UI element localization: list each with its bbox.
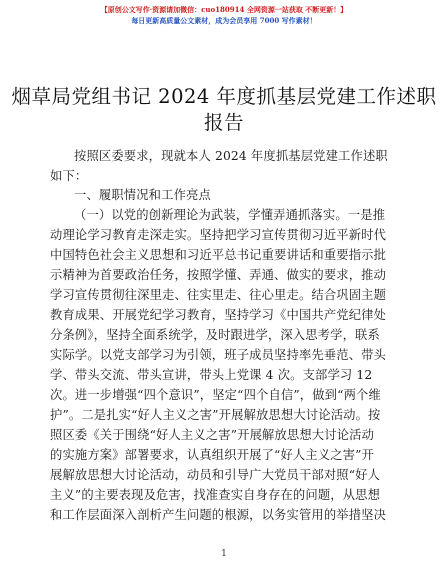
paragraph-line: 示精神为首要政治任务，按照学懂、弄通、做实的要求，推动 bbox=[50, 268, 387, 282]
paragraph-line: 按照区委要求，现就本人 2024 年度抓基层党建工作述职 bbox=[74, 149, 388, 163]
paragraph-line: 的实施方案》部署要求，认真组织开展了“好人主义之害”开 bbox=[50, 448, 375, 462]
paragraph-line: 次。进一步增强“四个意识”，坚定“四个自信”，做到“两个维 bbox=[50, 388, 381, 402]
paragraph-line: 实际学。以党支部学习为引领，班子成员坚持率先垂范、带头 bbox=[50, 348, 387, 362]
paragraph-line: （一）以党的创新理论为武装，学懂弄通抓落实。一是推 bbox=[74, 208, 386, 222]
paragraph-line: 教育成果、开展党纪学习教育，坚持学习《中国共产党纪律处 bbox=[50, 308, 387, 322]
section-heading: 一、履职情况和工作亮点 bbox=[74, 188, 211, 202]
paragraph-line: 学、带头交流、带头宣讲，带头上党课 4 次。支部学习 12 bbox=[50, 368, 373, 382]
paragraph-line: 学习宣传贯彻往深里走、往实里走、往心里走。结合巩固主题 bbox=[50, 288, 387, 302]
page-number: 1 bbox=[221, 549, 227, 559]
paragraph-line: 分条例》，坚持全面系统学，及时跟进学，深入思考学，联系 bbox=[50, 328, 380, 342]
paragraph-line: 动理论学习教育走深走实。坚持把学习宣传贯彻习近平新时代 bbox=[50, 228, 387, 242]
paragraph-line: 护”。二是扎实“好人主义之害”开展解放思想大讨论活动。按 bbox=[50, 408, 381, 422]
paragraph-line: 和工作层面深入剖析产生问题的根源，以务实管用的举措坚决 bbox=[50, 508, 387, 522]
promo-banner-line-2: 每日更新高质量公文素材，成为会员享用 7000 写作素材！ bbox=[131, 16, 317, 25]
document-title: 烟草局党组书记 2024 年度抓基层党建工作述职 bbox=[11, 85, 437, 108]
paragraph-line: 照区委《关于围绕“好人主义之害”开展解放思想大讨论活动 bbox=[50, 428, 375, 442]
document-title-continued: 报告 bbox=[203, 111, 244, 134]
paragraph-line: 展解放思想大讨论活动，动员和引导广大党员干部对照“好人 bbox=[50, 468, 381, 482]
paragraph-line: 中国特色社会主义思想和习近平总书记重要讲话和重要指示批 bbox=[50, 248, 387, 262]
paragraph-line: 如下： bbox=[50, 169, 88, 183]
paragraph-line: 主义”的主要表现及危害，找准查实自身存在的问题，从思想 bbox=[50, 488, 381, 502]
promo-banner-line-1: 【原创公文写作·资源请加微信：cuo180914 全网资源一站获取 不断更新！】 bbox=[100, 5, 348, 14]
